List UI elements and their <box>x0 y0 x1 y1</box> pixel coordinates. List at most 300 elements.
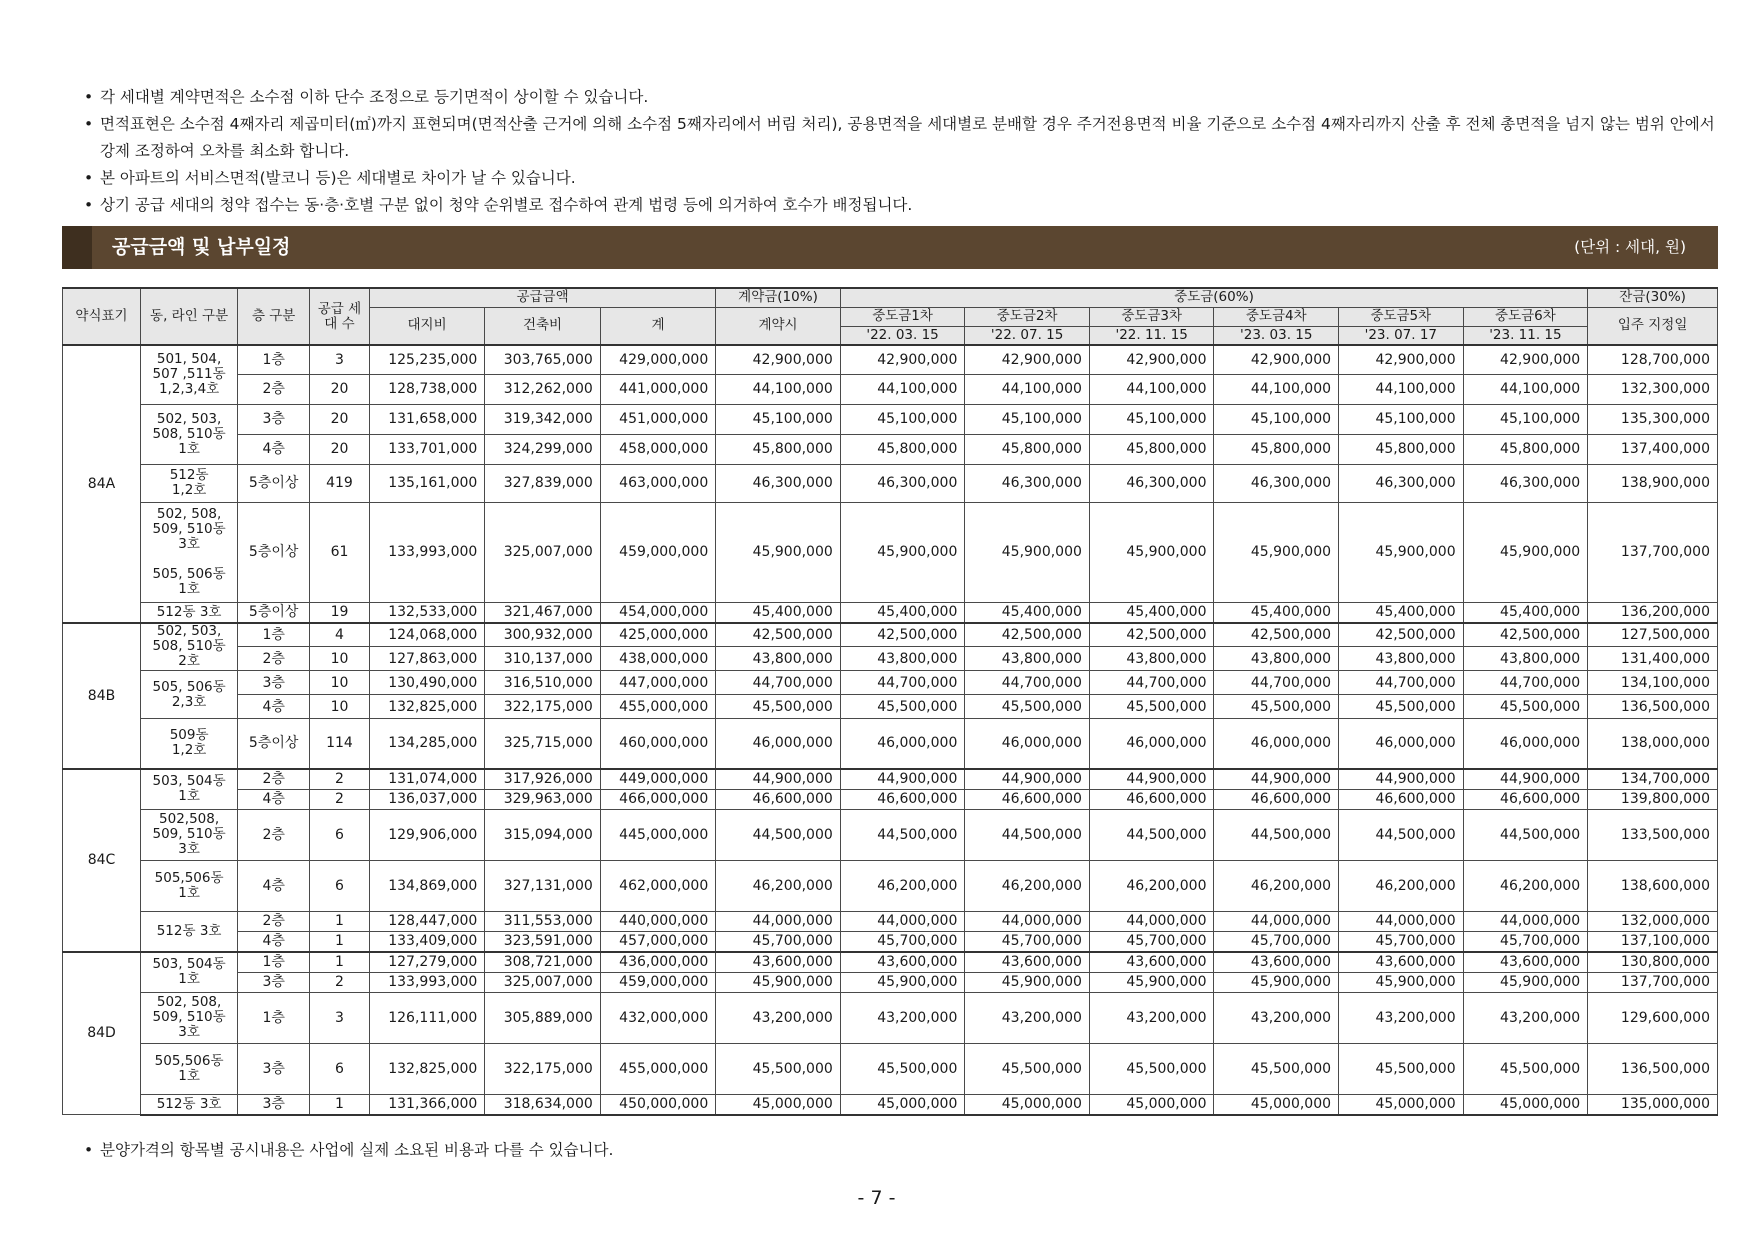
interim-3-cell: 45,700,000 <box>1089 931 1214 952</box>
header-units: 공급 세대 수 <box>310 288 370 345</box>
units-cell: 10 <box>310 695 370 719</box>
header-interim-6: 중도금6차 <box>1463 307 1588 326</box>
header-interim-date-2: '22. 07. 15 <box>965 326 1090 345</box>
interim-3-cell: 42,500,000 <box>1089 623 1214 647</box>
building-cost-cell: 303,765,000 <box>485 345 600 374</box>
floor-cell: 3층 <box>238 671 310 695</box>
interim-2-cell: 45,000,000 <box>965 1094 1090 1115</box>
table-row <box>63 502 1718 602</box>
units-cell: 6 <box>310 1043 370 1094</box>
deposit-cell: 45,400,000 <box>716 602 841 623</box>
building-cost-cell: 324,299,000 <box>485 434 600 464</box>
interim-6-cell: 45,100,000 <box>1463 404 1588 434</box>
land-cost-cell: 131,366,000 <box>369 1094 484 1115</box>
units-cell: 3 <box>310 345 370 374</box>
floor-cell: 4층 <box>238 434 310 464</box>
interim-2-cell: 46,000,000 <box>965 719 1090 769</box>
building-cost-cell: 323,591,000 <box>485 931 600 952</box>
land-cost-cell: 132,825,000 <box>369 1043 484 1094</box>
building-cost-cell: 318,634,000 <box>485 1094 600 1115</box>
header-line: 동, 라인 구분 <box>140 288 237 345</box>
interim-1-cell: 46,200,000 <box>840 860 965 911</box>
interim-2-cell: 44,000,000 <box>965 911 1090 931</box>
interim-6-cell: 45,000,000 <box>1463 1094 1588 1115</box>
floor-cell: 4층 <box>238 860 310 911</box>
interim-4-cell: 45,500,000 <box>1214 695 1339 719</box>
header-interim-date-4: '23. 03. 15 <box>1214 326 1339 345</box>
interim-3-cell: 44,100,000 <box>1089 374 1214 404</box>
interim-3-cell: 45,800,000 <box>1089 434 1214 464</box>
table-body <box>63 345 1718 1115</box>
interim-4-cell: 44,000,000 <box>1214 911 1339 931</box>
type-cell: 84B <box>63 623 141 769</box>
interim-6-cell: 46,200,000 <box>1463 860 1588 911</box>
floor-cell: 1층 <box>238 992 310 1043</box>
building-cost-cell: 327,131,000 <box>485 860 600 911</box>
interim-2-cell: 45,100,000 <box>965 404 1090 434</box>
deposit-cell: 45,900,000 <box>716 972 841 992</box>
total-cell: 462,000,000 <box>600 860 715 911</box>
interim-6-cell: 46,600,000 <box>1463 789 1588 809</box>
balance-cell: 138,000,000 <box>1588 719 1718 769</box>
table-row <box>63 931 1718 952</box>
balance-cell: 137,400,000 <box>1588 434 1718 464</box>
interim-2-cell: 45,900,000 <box>965 502 1090 602</box>
interim-4-cell: 42,900,000 <box>1214 345 1339 374</box>
interim-5-cell: 44,500,000 <box>1339 809 1464 860</box>
total-cell: 432,000,000 <box>600 992 715 1043</box>
interim-4-cell: 45,900,000 <box>1214 502 1339 602</box>
interim-1-cell: 46,600,000 <box>840 789 965 809</box>
interim-6-cell: 45,700,000 <box>1463 931 1588 952</box>
interim-1-cell: 45,700,000 <box>840 931 965 952</box>
units-cell: 20 <box>310 434 370 464</box>
note-item <box>78 84 1718 111</box>
interim-5-cell: 45,500,000 <box>1339 1043 1464 1094</box>
header-interim-date-1: '22. 03. 15 <box>840 326 965 345</box>
units-cell: 6 <box>310 809 370 860</box>
land-cost-cell: 129,906,000 <box>369 809 484 860</box>
balance-cell: 134,100,000 <box>1588 671 1718 695</box>
building-cost-cell: 315,094,000 <box>485 809 600 860</box>
interim-5-cell: 43,800,000 <box>1339 647 1464 671</box>
land-cost-cell: 131,658,000 <box>369 404 484 434</box>
bullet-icon: • <box>84 115 94 133</box>
units-cell: 3 <box>310 992 370 1043</box>
note-text: 면적표현은 소수점 4째자리 제곱미터(㎡)까지 표현되며(면적산출 근거에 의해 소수점 5째자리에서 버림 처리), 공용면적을 세대별로 분배할 경우 주거전용면적 비율 기준으로 소수점 4째자리까지 산출 후 전체 총면적을 넘지 않는 범위 안에서 강제 조정하여 오차를 최소화 합니다. <box>100 115 1715 160</box>
interim-6-cell: 43,200,000 <box>1463 992 1588 1043</box>
line-cell: 503, 504동 1호 <box>140 769 237 810</box>
interim-2-cell: 44,100,000 <box>965 374 1090 404</box>
building-cost-cell: 319,342,000 <box>485 404 600 434</box>
interim-1-cell: 45,500,000 <box>840 695 965 719</box>
interim-4-cell: 45,000,000 <box>1214 1094 1339 1115</box>
table-row <box>63 374 1718 404</box>
interim-2-cell: 42,500,000 <box>965 623 1090 647</box>
note-item <box>78 111 1718 165</box>
total-cell: 459,000,000 <box>600 502 715 602</box>
land-cost-cell: 133,993,000 <box>369 502 484 602</box>
interim-4-cell: 45,800,000 <box>1214 434 1339 464</box>
footnote-text: 분양가격의 항목별 공시내용은 사업에 실제 소요된 비용과 다를 수 있습니다. <box>100 1141 614 1159</box>
interim-3-cell: 42,900,000 <box>1089 345 1214 374</box>
land-cost-cell: 130,490,000 <box>369 671 484 695</box>
balance-cell: 137,700,000 <box>1588 502 1718 602</box>
line-cell: 501, 504, 507 ,511동 1,2,3,4호 <box>140 345 237 404</box>
line-cell: 512동 3호 <box>140 602 237 623</box>
total-cell: 457,000,000 <box>600 931 715 952</box>
land-cost-cell: 134,285,000 <box>369 719 484 769</box>
interim-5-cell: 45,400,000 <box>1339 602 1464 623</box>
interim-2-cell: 44,700,000 <box>965 671 1090 695</box>
deposit-cell: 45,900,000 <box>716 502 841 602</box>
total-cell: 454,000,000 <box>600 602 715 623</box>
line-cell: 502, 503, 508, 510동 1호 <box>140 404 237 464</box>
interim-1-cell: 46,300,000 <box>840 464 965 502</box>
line-cell: 503, 504동 1호 <box>140 952 237 993</box>
interim-3-cell: 44,700,000 <box>1089 671 1214 695</box>
interim-3-cell: 46,300,000 <box>1089 464 1214 502</box>
interim-2-cell: 45,500,000 <box>965 1043 1090 1094</box>
deposit-cell: 46,200,000 <box>716 860 841 911</box>
interim-5-cell: 44,000,000 <box>1339 911 1464 931</box>
balance-cell: 137,100,000 <box>1588 931 1718 952</box>
floor-cell: 5층이상 <box>238 464 310 502</box>
interim-5-cell: 45,700,000 <box>1339 931 1464 952</box>
interim-5-cell: 45,900,000 <box>1339 502 1464 602</box>
units-cell: 1 <box>310 952 370 973</box>
interim-4-cell: 43,200,000 <box>1214 992 1339 1043</box>
floor-cell: 1층 <box>238 623 310 647</box>
header-deposit-sub: 계약시 <box>716 307 841 345</box>
units-cell: 4 <box>310 623 370 647</box>
interim-3-cell: 43,600,000 <box>1089 952 1214 973</box>
balance-cell: 135,000,000 <box>1588 1094 1718 1115</box>
table-row <box>63 671 1718 695</box>
interim-6-cell: 44,500,000 <box>1463 809 1588 860</box>
header-interim-date-5: '23. 07. 17 <box>1339 326 1464 345</box>
units-cell: 114 <box>310 719 370 769</box>
interim-6-cell: 44,900,000 <box>1463 769 1588 790</box>
interim-1-cell: 42,500,000 <box>840 623 965 647</box>
interim-4-cell: 46,600,000 <box>1214 789 1339 809</box>
interim-5-cell: 46,300,000 <box>1339 464 1464 502</box>
interim-6-cell: 42,900,000 <box>1463 345 1588 374</box>
interim-4-cell: 43,600,000 <box>1214 952 1339 973</box>
units-cell: 10 <box>310 647 370 671</box>
type-cell: 84C <box>63 769 141 952</box>
balance-cell: 137,700,000 <box>1588 972 1718 992</box>
interim-3-cell: 43,200,000 <box>1089 992 1214 1043</box>
interim-5-cell: 46,000,000 <box>1339 719 1464 769</box>
units-cell: 1 <box>310 911 370 931</box>
interim-1-cell: 43,800,000 <box>840 647 965 671</box>
total-cell: 458,000,000 <box>600 434 715 464</box>
table-row <box>63 695 1718 719</box>
header-deposit: 계약금(10%) <box>716 288 841 307</box>
note-text: 상기 공급 세대의 청약 접수는 동·층·호별 구분 없이 청약 순위별로 접수하여 관계 법령 등에 의거하여 호수가 배정됩니다. <box>100 196 913 214</box>
deposit-cell: 44,700,000 <box>716 671 841 695</box>
interim-3-cell: 45,900,000 <box>1089 502 1214 602</box>
total-cell: 425,000,000 <box>600 623 715 647</box>
total-cell: 447,000,000 <box>600 671 715 695</box>
balance-cell: 139,800,000 <box>1588 789 1718 809</box>
interim-5-cell: 46,600,000 <box>1339 789 1464 809</box>
deposit-cell: 42,900,000 <box>716 345 841 374</box>
interim-2-cell: 44,500,000 <box>965 809 1090 860</box>
balance-cell: 134,700,000 <box>1588 769 1718 790</box>
interim-4-cell: 46,200,000 <box>1214 860 1339 911</box>
building-cost-cell: 311,553,000 <box>485 911 600 931</box>
interim-1-cell: 44,900,000 <box>840 769 965 790</box>
interim-4-cell: 45,900,000 <box>1214 972 1339 992</box>
building-cost-cell: 325,715,000 <box>485 719 600 769</box>
interim-1-cell: 46,000,000 <box>840 719 965 769</box>
interim-4-cell: 45,100,000 <box>1214 404 1339 434</box>
building-cost-cell: 317,926,000 <box>485 769 600 790</box>
header-interim-2: 중도금2차 <box>965 307 1090 326</box>
table-row <box>63 434 1718 464</box>
header-interim-5: 중도금5차 <box>1339 307 1464 326</box>
interim-6-cell: 45,800,000 <box>1463 434 1588 464</box>
units-cell: 2 <box>310 789 370 809</box>
interim-3-cell: 45,500,000 <box>1089 1043 1214 1094</box>
interim-6-cell: 44,000,000 <box>1463 911 1588 931</box>
interim-4-cell: 44,500,000 <box>1214 809 1339 860</box>
table-row <box>63 860 1718 911</box>
interim-5-cell: 45,000,000 <box>1339 1094 1464 1115</box>
total-cell: 455,000,000 <box>600 695 715 719</box>
units-cell: 1 <box>310 931 370 952</box>
note-text: 본 아파트의 서비스면적(발코니 등)은 세대별로 차이가 날 수 있습니다. <box>100 169 576 187</box>
floor-cell: 2층 <box>238 374 310 404</box>
interim-5-cell: 45,900,000 <box>1339 972 1464 992</box>
interim-3-cell: 44,500,000 <box>1089 809 1214 860</box>
interim-2-cell: 46,200,000 <box>965 860 1090 911</box>
total-cell: 455,000,000 <box>600 1043 715 1094</box>
units-cell: 20 <box>310 374 370 404</box>
header-total: 계 <box>600 307 715 345</box>
units-cell: 2 <box>310 972 370 992</box>
balance-cell: 136,500,000 <box>1588 1043 1718 1094</box>
deposit-cell: 42,500,000 <box>716 623 841 647</box>
header-interim-1: 중도금1차 <box>840 307 965 326</box>
table-row <box>63 464 1718 502</box>
deposit-cell: 44,900,000 <box>716 769 841 790</box>
floor-cell: 2층 <box>238 769 310 790</box>
total-cell: 451,000,000 <box>600 404 715 434</box>
table-row <box>63 1043 1718 1094</box>
building-cost-cell: 316,510,000 <box>485 671 600 695</box>
line-cell: 509동 1,2호 <box>140 719 237 769</box>
note-item <box>78 165 1718 192</box>
building-cost-cell: 329,963,000 <box>485 789 600 809</box>
interim-4-cell: 46,000,000 <box>1214 719 1339 769</box>
balance-cell: 130,800,000 <box>1588 952 1718 973</box>
table-row <box>63 952 1718 973</box>
header-interim: 중도금(60%) <box>840 288 1587 307</box>
building-cost-cell: 322,175,000 <box>485 695 600 719</box>
interim-4-cell: 43,800,000 <box>1214 647 1339 671</box>
line-cell: 512동 3호 <box>140 911 237 952</box>
header-supply: 공급금액 <box>369 288 715 307</box>
interim-3-cell: 45,400,000 <box>1089 602 1214 623</box>
section-header-bar <box>62 226 1718 269</box>
header-interim-3: 중도금3차 <box>1089 307 1214 326</box>
interim-2-cell: 45,700,000 <box>965 931 1090 952</box>
interim-3-cell: 46,000,000 <box>1089 719 1214 769</box>
deposit-cell: 45,500,000 <box>716 695 841 719</box>
interim-6-cell: 45,400,000 <box>1463 602 1588 623</box>
building-cost-cell: 308,721,000 <box>485 952 600 973</box>
floor-cell: 2층 <box>238 647 310 671</box>
header-land: 대지비 <box>369 307 484 345</box>
interim-3-cell: 45,500,000 <box>1089 695 1214 719</box>
header-building: 건축비 <box>485 307 600 345</box>
deposit-cell: 46,000,000 <box>716 719 841 769</box>
total-cell: 450,000,000 <box>600 1094 715 1115</box>
interim-4-cell: 44,100,000 <box>1214 374 1339 404</box>
land-cost-cell: 127,279,000 <box>369 952 484 973</box>
building-cost-cell: 310,137,000 <box>485 647 600 671</box>
interim-2-cell: 42,900,000 <box>965 345 1090 374</box>
deposit-cell: 45,500,000 <box>716 1043 841 1094</box>
unit-label: (단위 : 세대, 원) <box>1574 238 1686 256</box>
interim-5-cell: 44,900,000 <box>1339 769 1464 790</box>
balance-cell: 131,400,000 <box>1588 647 1718 671</box>
units-cell: 19 <box>310 602 370 623</box>
type-cell: 84A <box>63 345 141 623</box>
balance-cell: 136,500,000 <box>1588 695 1718 719</box>
balance-cell: 138,600,000 <box>1588 860 1718 911</box>
total-cell: 440,000,000 <box>600 911 715 931</box>
header-balance-sub: 입주 지정일 <box>1588 307 1718 345</box>
building-cost-cell: 325,007,000 <box>485 502 600 602</box>
deposit-cell: 44,000,000 <box>716 911 841 931</box>
table-row <box>63 647 1718 671</box>
interim-4-cell: 46,300,000 <box>1214 464 1339 502</box>
interim-1-cell: 44,500,000 <box>840 809 965 860</box>
interim-4-cell: 45,400,000 <box>1214 602 1339 623</box>
land-cost-cell: 127,863,000 <box>369 647 484 671</box>
note-text: 각 세대별 계약면적은 소수점 이하 단수 조정으로 등기면적이 상이할 수 있습니다. <box>100 88 649 106</box>
table-row <box>63 769 1718 790</box>
land-cost-cell: 124,068,000 <box>369 623 484 647</box>
building-cost-cell: 300,932,000 <box>485 623 600 647</box>
units-cell: 419 <box>310 464 370 502</box>
floor-cell: 5층이상 <box>238 502 310 602</box>
interim-3-cell: 43,800,000 <box>1089 647 1214 671</box>
interim-4-cell: 44,700,000 <box>1214 671 1339 695</box>
total-cell: 445,000,000 <box>600 809 715 860</box>
deposit-cell: 45,800,000 <box>716 434 841 464</box>
interim-3-cell: 46,600,000 <box>1089 789 1214 809</box>
land-cost-cell: 131,074,000 <box>369 769 484 790</box>
total-cell: 436,000,000 <box>600 952 715 973</box>
page-number: - 7 - <box>857 1187 896 1209</box>
floor-cell: 2층 <box>238 911 310 931</box>
section-accent <box>62 226 92 269</box>
interim-3-cell: 44,900,000 <box>1089 769 1214 790</box>
interim-5-cell: 43,600,000 <box>1339 952 1464 973</box>
interim-1-cell: 44,700,000 <box>840 671 965 695</box>
line-cell: 512동 3호 <box>140 1094 237 1115</box>
total-cell: 429,000,000 <box>600 345 715 374</box>
interim-2-cell: 44,900,000 <box>965 769 1090 790</box>
floor-cell: 5층이상 <box>238 602 310 623</box>
floor-cell: 1층 <box>238 345 310 374</box>
header-balance: 잔금(30%) <box>1588 288 1718 307</box>
floor-cell: 3층 <box>238 404 310 434</box>
land-cost-cell: 133,701,000 <box>369 434 484 464</box>
interim-2-cell: 46,300,000 <box>965 464 1090 502</box>
interim-1-cell: 45,900,000 <box>840 502 965 602</box>
building-cost-cell: 327,839,000 <box>485 464 600 502</box>
floor-cell: 4층 <box>238 695 310 719</box>
total-cell: 460,000,000 <box>600 719 715 769</box>
interim-1-cell: 45,100,000 <box>840 404 965 434</box>
note-item <box>78 192 1718 219</box>
floor-cell: 5층이상 <box>238 719 310 769</box>
interim-4-cell: 44,900,000 <box>1214 769 1339 790</box>
interim-1-cell: 43,600,000 <box>840 952 965 973</box>
units-cell: 1 <box>310 1094 370 1115</box>
interim-1-cell: 43,200,000 <box>840 992 965 1043</box>
table-row <box>63 972 1718 992</box>
line-cell: 505, 506동 2,3호 <box>140 671 237 719</box>
building-cost-cell: 321,467,000 <box>485 602 600 623</box>
units-cell: 10 <box>310 671 370 695</box>
price-table <box>62 287 1718 1116</box>
building-cost-cell: 312,262,000 <box>485 374 600 404</box>
interim-6-cell: 46,300,000 <box>1463 464 1588 502</box>
table-row <box>63 992 1718 1043</box>
interim-5-cell: 42,500,000 <box>1339 623 1464 647</box>
interim-2-cell: 45,800,000 <box>965 434 1090 464</box>
deposit-cell: 44,500,000 <box>716 809 841 860</box>
interim-2-cell: 45,400,000 <box>965 602 1090 623</box>
land-cost-cell: 128,447,000 <box>369 911 484 931</box>
interim-5-cell: 45,800,000 <box>1339 434 1464 464</box>
table-row <box>63 809 1718 860</box>
land-cost-cell: 132,825,000 <box>369 695 484 719</box>
section-title: 공급금액 및 납부일정 <box>112 236 291 258</box>
bullet-icon: • <box>84 1141 94 1159</box>
interim-5-cell: 42,900,000 <box>1339 345 1464 374</box>
interim-5-cell: 45,100,000 <box>1339 404 1464 434</box>
interim-2-cell: 43,600,000 <box>965 952 1090 973</box>
building-cost-cell: 325,007,000 <box>485 972 600 992</box>
line-cell: 502,508, 509, 510동 3호 <box>140 809 237 860</box>
line-cell: 502, 508, 509, 510동 3호 <box>140 992 237 1043</box>
land-cost-cell: 135,161,000 <box>369 464 484 502</box>
interim-6-cell: 45,500,000 <box>1463 1043 1588 1094</box>
balance-cell: 127,500,000 <box>1588 623 1718 647</box>
table-row <box>63 623 1718 647</box>
interim-2-cell: 43,800,000 <box>965 647 1090 671</box>
header-type: 약식표기 <box>63 288 141 345</box>
line-cell: 505,506동 1호 <box>140 860 237 911</box>
units-cell: 6 <box>310 860 370 911</box>
interim-1-cell: 45,400,000 <box>840 602 965 623</box>
interim-1-cell: 44,000,000 <box>840 911 965 931</box>
interim-6-cell: 45,900,000 <box>1463 972 1588 992</box>
interim-5-cell: 46,200,000 <box>1339 860 1464 911</box>
deposit-cell: 44,100,000 <box>716 374 841 404</box>
floor-cell: 4층 <box>238 789 310 809</box>
floor-cell: 3층 <box>238 1043 310 1094</box>
table-row <box>63 789 1718 809</box>
